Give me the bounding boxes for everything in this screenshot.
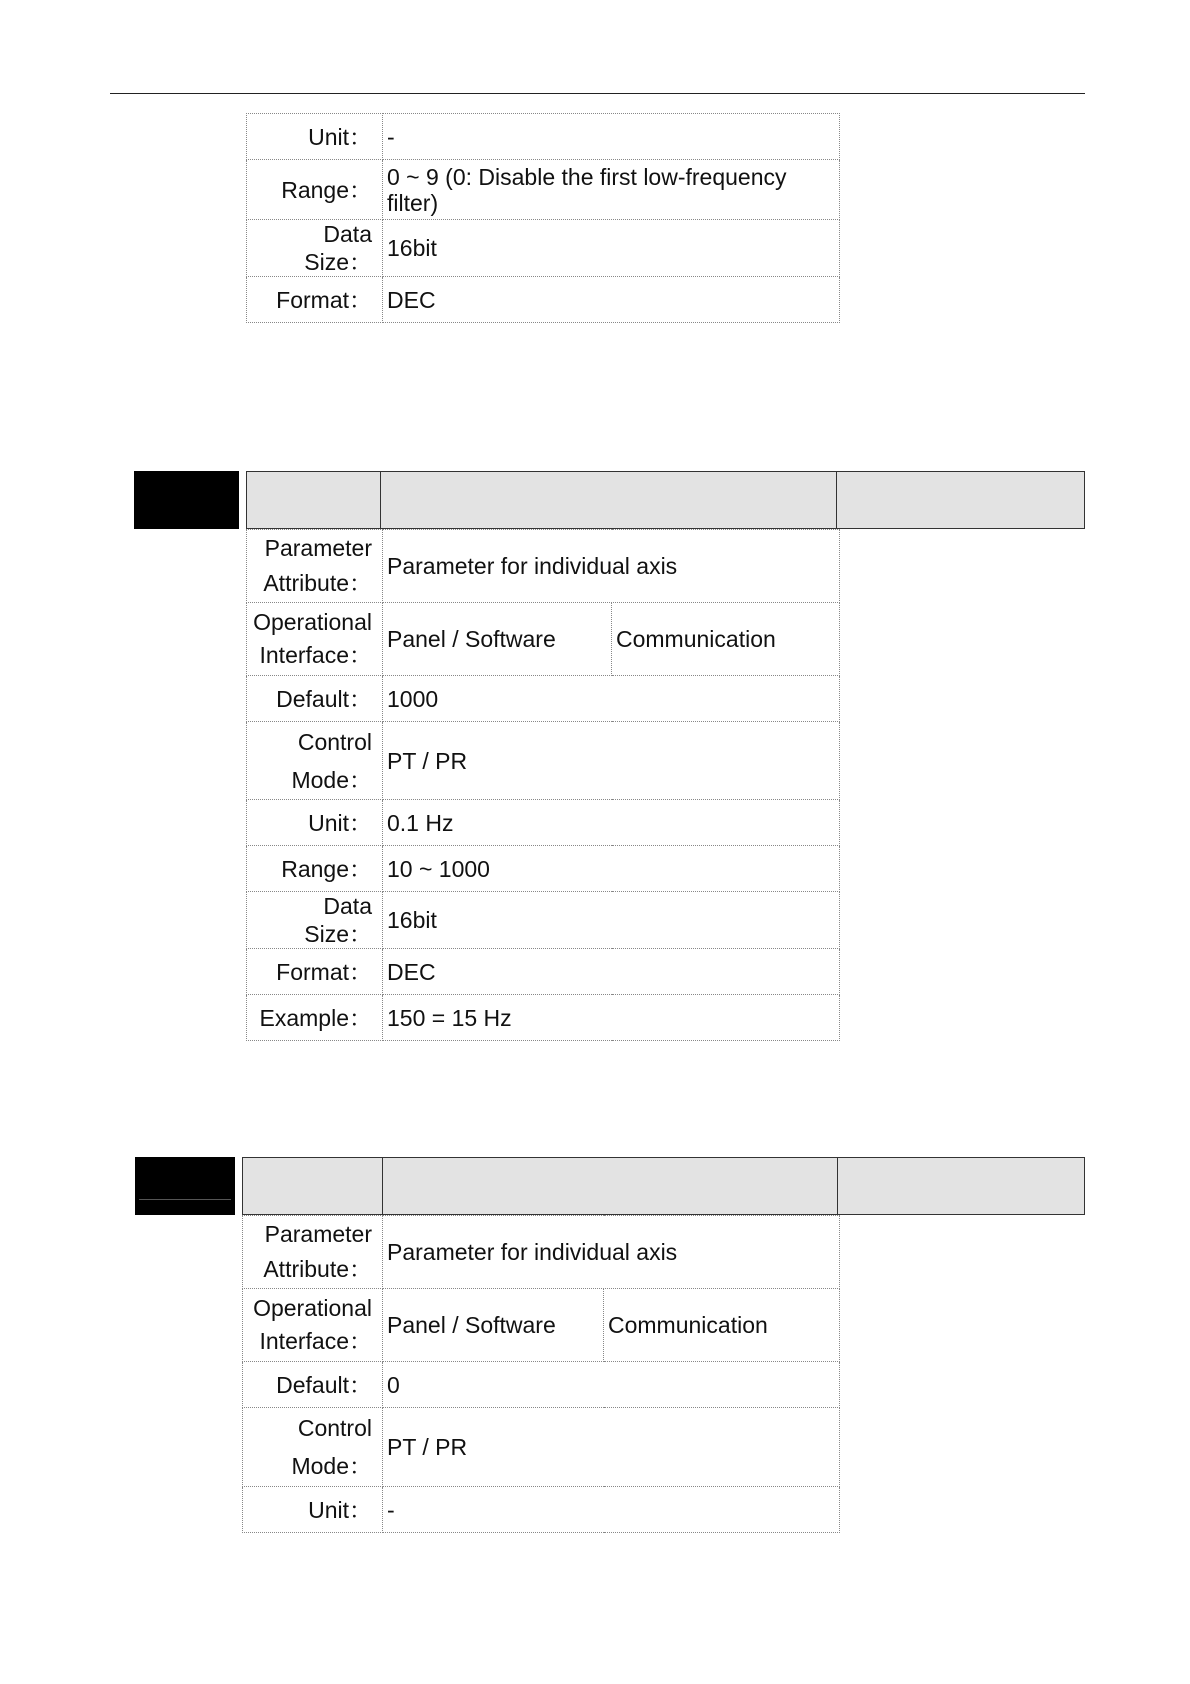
param-table [246, 529, 840, 1041]
interface-label: Operational Interface： [243, 1289, 383, 1362]
default-value: 1000 [383, 676, 840, 722]
param-table-continued [246, 113, 840, 323]
header-underline [139, 1199, 231, 1200]
table-row [247, 846, 840, 892]
table-row [247, 676, 840, 722]
table-row [247, 220, 840, 277]
default-label: Default： [243, 1362, 383, 1408]
table-row [247, 995, 840, 1041]
default-label: Default： [247, 676, 383, 722]
interface-panel: Panel / Software [383, 603, 612, 676]
header-rule [110, 93, 1085, 94]
attribute-value: Parameter for individual axis [383, 1216, 840, 1289]
header-cell [837, 1157, 1085, 1215]
control-mode-value: PT / PR [383, 1408, 840, 1487]
param-header-band [134, 471, 1085, 529]
table-row [247, 800, 840, 846]
header-cell [246, 471, 382, 529]
example-label: Example： [247, 995, 383, 1041]
table-row [247, 160, 840, 220]
unit-label: Unit： [247, 114, 383, 160]
table-row [247, 277, 840, 323]
data-size-value: 16bit [383, 220, 840, 277]
interface-communication: Communication [604, 1289, 840, 1362]
interface-panel: Panel / Software [383, 1289, 604, 1362]
header-cell [836, 471, 1085, 529]
range-value: 0 ~ 9 (0: Disable the first low-frequency filter) [383, 160, 840, 220]
table-row [243, 1487, 840, 1533]
param-table [242, 1215, 840, 1533]
table-row [243, 1289, 840, 1362]
table-row [247, 722, 840, 800]
unit-label: Unit： [243, 1487, 383, 1533]
param-code-block [135, 1157, 235, 1215]
table-row [247, 892, 840, 949]
table-row [247, 530, 840, 603]
attribute-value: Parameter for individual axis [383, 530, 840, 603]
format-label: Format： [247, 277, 383, 323]
param-code-block [134, 471, 239, 529]
table-row [243, 1408, 840, 1487]
table-row [247, 114, 840, 160]
format-value: DEC [383, 949, 840, 995]
header-cell [382, 1157, 839, 1215]
interface-communication: Communication [612, 603, 840, 676]
attribute-label: Parameter Attribute： [243, 1216, 383, 1289]
control-mode-label: Control Mode： [243, 1408, 383, 1487]
unit-value: 0.1 Hz [383, 800, 840, 846]
data-size-value: 16bit [383, 892, 840, 949]
header-cell [380, 471, 838, 529]
table-row [243, 1362, 840, 1408]
unit-value: - [383, 1487, 840, 1533]
default-value: 0 [383, 1362, 840, 1408]
data-size-label: Data Size： [247, 220, 383, 277]
interface-label: Operational Interface： [247, 603, 383, 676]
range-label: Range： [247, 846, 383, 892]
unit-value: - [383, 114, 840, 160]
control-mode-value: PT / PR [383, 722, 840, 800]
control-mode-label: Control Mode： [247, 722, 383, 800]
table-row [247, 603, 840, 676]
table-row [247, 949, 840, 995]
range-label: Range： [247, 160, 383, 220]
header-cell [242, 1157, 384, 1215]
table-row [243, 1216, 840, 1289]
format-label: Format： [247, 949, 383, 995]
attribute-label: Parameter Attribute： [247, 530, 383, 603]
param-header-band [135, 1157, 1085, 1215]
format-value: DEC [383, 277, 840, 323]
range-value: 10 ~ 1000 [383, 846, 840, 892]
example-value: 150 = 15 Hz [383, 995, 840, 1041]
unit-label: Unit： [247, 800, 383, 846]
data-size-label: Data Size： [247, 892, 383, 949]
